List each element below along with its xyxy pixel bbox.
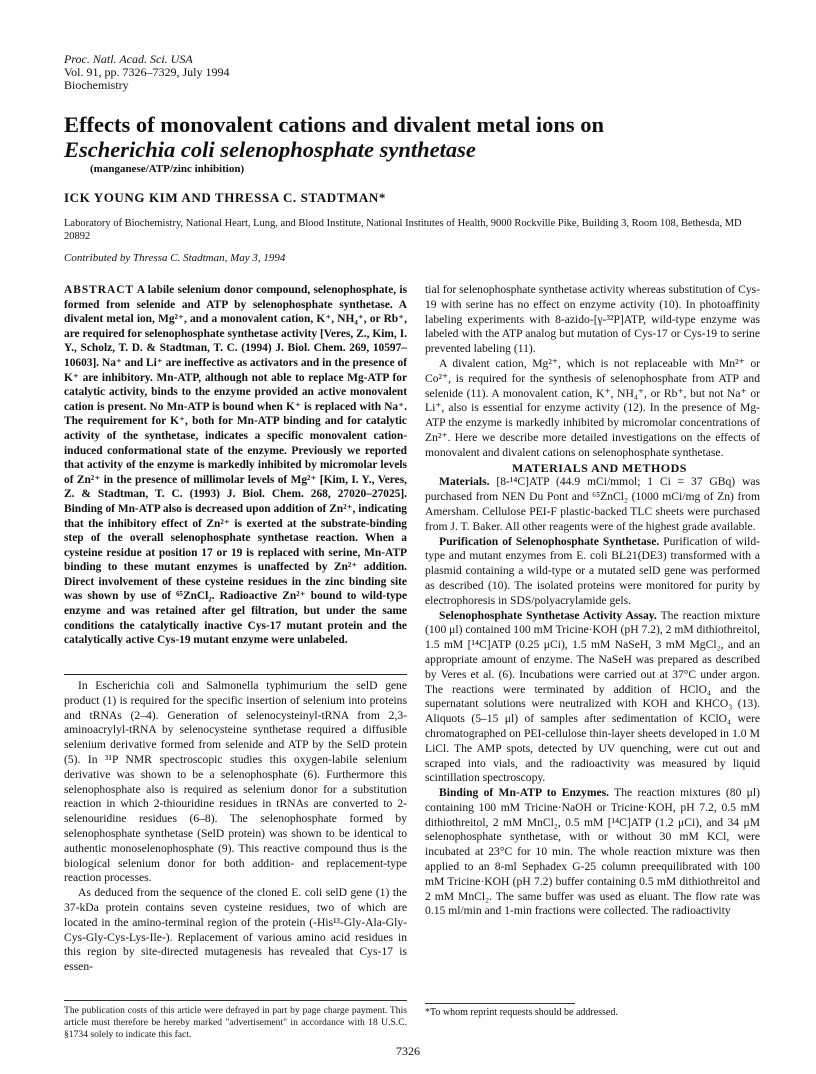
authors: ICK YOUNG KIM AND THRESSA C. STADTMAN* (64, 190, 386, 205)
methods-text: The reaction mixtures (80 μl) containing 100 mM Tricine·NaOH or Tricine·KOH, pH 7.2, 0.5 mM dithiothreitol, 2 mM MnCl₂, 0.5 mM [¹⁴C]ATP (1.2 μCi), and 34 μM selenophosphate synthetase, with or without 30 mM KCl, were incubated at 23°C for 10 min. The whole reaction mixture was then applied to an 8-ml Sephadex G-25 column preequilibrated with 100 mM Tricine·KOH (pH 7.2) buffer containing 0.5 mM dithiothreitol and 2 mM MnCl₂. The same buffer was used as eluant. The flow rate was 0.15 ml/min and 1-min fractions were collected. The radioactivity (425, 786, 760, 918)
right-column (425, 283, 760, 919)
methods-heading: MATERIALS AND METHODS (512, 460, 687, 475)
intro-paragraph: In Escherichia coli and Salmonella typhimurium the selD gene product (1) is required for the specific insertion of selenium into proteins and tRNAs (2–4). Generation of selenocysteinyl-tRNA from 2,3-aminoacrylyl-tRNA by selenocysteine synthetase required a diffusible selenium derivative formed from selenide and ATP by the SelD protein (5). In ³¹P NMR spectroscopic studies this oxygen-labile selenium derivative was shown to be a selenophosphate (6). Furthermore this selenophosphate also is required as selenium donor for a substitution reaction in which 2-thiouridine residues in tRNAs are converted to 2-selenouridine residues (6–8). The selenophosphate formed by selenophosphate synthetase (SelD protein) was shown to be identical to authentic monoselenophosphate (9). This reactive compound thus is the biological selenium donor for both addition- and replacement-type reaction processes. (64, 679, 407, 885)
paper-title (64, 112, 754, 162)
journal-volume: Vol. 91, pp. 7326–7329, July 1994 (64, 65, 230, 79)
methods-subhead: Purification of Selenophosphate Synthetase. (439, 534, 660, 548)
introduction-left (64, 679, 407, 975)
intro-paragraph: tial for selenophosphate synthetase activity whereas substitution of Cys-19 with serine has no effect on enzyme activity (10). In photoaffinity labeling experiments with 8-azido-[γ-³²P]ATP, wild-type enzyme was labeled with the ATP analog but mutation of Cys-17 or Cys-19 to serine prevented labeling (11). (425, 283, 760, 356)
methods-text: Purification of wild-type and mutant enzymes from E. coli BL21(DE3) transformed with a plasmid containing a wild-type or a mutated selD gene was performed as described (10). The isolated proteins were monitored for purity by electrophoresis in SDS/polyacrylamide gels. (425, 534, 760, 607)
abstract-label: ABSTRACT (64, 284, 135, 296)
abstract-text: A labile selenium donor compound, selenophosphate, is formed from selenide and ATP by selenophosphate synthetase. A divalent metal ion, Mg²⁺, and a monovalent cation, K⁺, NH₄⁺, or Rb⁺, are required for selenophosphate synthetase activity [Veres, Z., Kim, I. Y., Scholz, T. D. & Stadtman, T. C. (1994) J. Biol. Chem. 269, 10597–10603]. Na⁺ and Li⁺ are ineffective as activators and in the presence of K⁺ are inhibitory. Mn-ATP, although not able to replace Mg-ATP for catalytic activity, binds to the enzyme provided an active monovalent cation is present. No Mn-ATP is bound when K⁺ is replaced with Na⁺. The requirement for K⁺, both for Mn-ATP binding and for catalytic activity of the synthetase, indicates a specific monovalent cation-induced conformational state of the enzyme. Previously we reported that activity of the enzyme is markedly inhibited by micromolar levels of Zn²⁺ in the presence of millimolar levels of Mg²⁺ [Kim, I. Y., Veres, Z. & Stadtman, T. C. (1993) J. Biol. Chem. 268, 27020–27025]. Binding of Mn-ATP also is decreased upon addition of Zn²⁺, indicating that the inhibitory effect of Zn²⁺ is exerted at the substrate-binding step of the overall selenophosphate synthetase reaction. When a cysteine residue at position 17 or 19 is replaced with serine, Mn-ATP binding to these mutant enzymes is unaffected by Zn²⁺ addition. Direct involvement of these cysteine residues in the zinc binding site was shown by use of ⁶⁵ZnCl₂. Radioactive Zn²⁺ bound to wild-type enzyme and was retained after gel filtration, but under the same conditions the catalytically inactive Cys-17 mutant protein and the catalytically active Cys-19 mutant enzyme were unlabeled. (64, 284, 408, 647)
journal-section: Biochemistry (64, 78, 129, 92)
affiliation: Laboratory of Biochemistry, National Heart, Lung, and Blood Institute, National Institutes of Health, 9000 Rockville Pike, Building 3, Room 108, Bethesda, MD 20892 (64, 218, 742, 242)
footnote-divider (64, 1000, 407, 1001)
abstract-divider (64, 674, 407, 675)
abstract (64, 283, 407, 648)
methods-subhead: Materials. (439, 475, 490, 489)
contributed-by: Contributed by Thressa C. Stadtman, May 3, 1994 (64, 252, 286, 264)
intro-paragraph: A divalent cation, Mg²⁺, which is not replaceable with Mn²⁺ or Co²⁺, is required for the synthesis of selenophosphate from ATP and selenide (11). A monovalent cation, K⁺, NH₄⁺, or Rb⁺, but not Na⁺ or Li⁺, also is essential for enzyme activity (12). In the presence of Mg-ATP the enzyme is markedly inhibited by micromolar concentrations of Zn²⁺. Here we describe more detailed investigations on the effects of monovalent and divalent cations on selenophosphate synthetase. (425, 356, 760, 459)
methods-paragraph (425, 609, 760, 787)
reprint-footnote: *To whom reprint requests should be addressed. (425, 1007, 618, 1018)
methods-text: The reaction mixture (100 μl) contained 100 mM Tricine·KOH (pH 7.2), 2 mM dithiothreitol, 1.5 mM [¹⁴C]ATP (0.25 μCi), 1.5 mM NaSeH, 3 mM MgCl₂, and an appropriate amount of enzyme. The NaSeH was prepared as described by Veres et al. (6). Incubations were carried out at 37°C under argon. The reactions were terminated by addition of HClO₄ and the supernatant solutions were neutralized with KOH and KHCO₃ (13). Aliquots (5–15 μl) of samples after sedimentation of KClO₄ were chromatographed on PEI-cellulose thin-layer sheets developed in 1.0 M LiCl. The AMP spots, detected by UV quenching, were cut out and scraped into vials, and the radioactivity was measured by liquid scintillation spectroscopy. (425, 608, 760, 785)
keywords: (manganese/ATP/zinc inhibition) (90, 163, 245, 175)
title-line-2: Escherichia coli selenophosphate synthetase (64, 137, 476, 162)
journal-header (64, 53, 229, 92)
methods-paragraph (425, 535, 760, 609)
methods-subhead: Binding of Mn-ATP to Enzymes. (439, 786, 610, 800)
methods-paragraph (425, 786, 760, 919)
page-number: 7326 (396, 1044, 420, 1058)
title-line-1: Effects of monovalent cations and divalent metal ions on (64, 112, 604, 137)
methods-paragraph (425, 475, 760, 534)
methods-subhead: Selenophosphate Synthetase Activity Assay. (439, 608, 657, 622)
journal-name: Proc. Natl. Acad. Sci. USA (64, 52, 193, 66)
publication-cost-footnote: The publication costs of this article were defrayed in part by page charge payment. This article must therefore be hereby marked "advertisement" in accordance with 18 U.S.C. §1734 solely to indicate this fact. (64, 1005, 407, 1040)
abstract-paragraph (64, 283, 407, 648)
methods-text: [8-¹⁴C]ATP (44.9 mCi/mmol; 1 Ci = 37 GBq) was purchased from NEN Du Pont and ⁶⁵ZnCl₂ (1000 mCi/mg of Zn) from Amersham. Cellulose PEI-F plastic-backed TLC sheets were purchased from J. T. Baker. All other reagents were of the highest grade available. (425, 475, 760, 533)
intro-paragraph: As deduced from the sequence of the cloned E. coli selD gene (1) the 37-kDa protein contains seven cysteine residues, two of which are located in the amino-terminal region of the protein (-His¹³-Gly-Ala-Gly-Cys-Gly-Cys-Lys-Ile-). Replacement of various amino acid residues in this region by site-directed mutagenesis has revealed that Cys-17 is essen- (64, 886, 407, 974)
footnote-divider-right (425, 1003, 575, 1004)
